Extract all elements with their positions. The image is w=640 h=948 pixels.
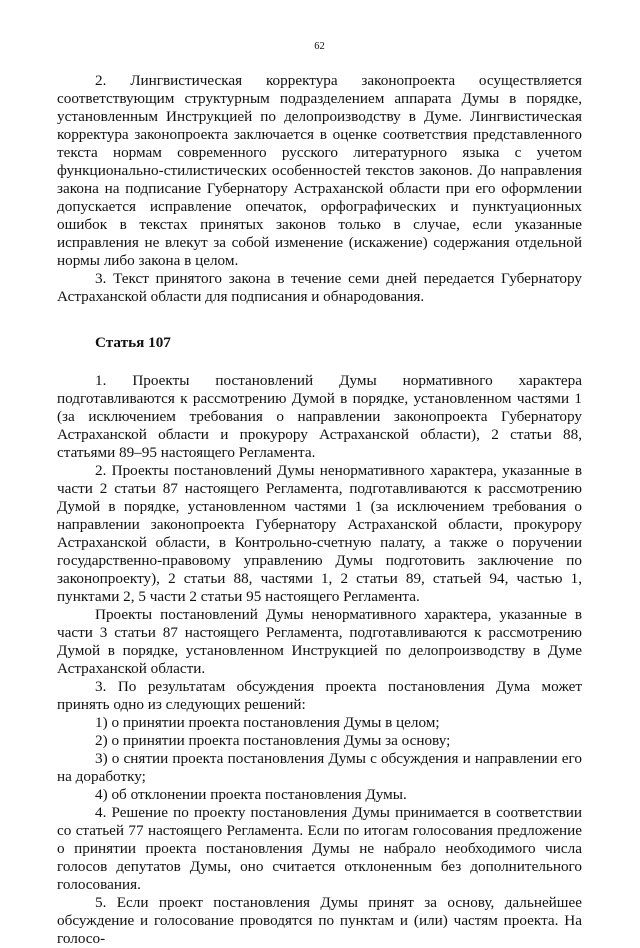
paragraph: 4. Решение по проекту постановления Думы принимается в соответствии со статьей 77 настоящего Регламента. Если по итогам голосования предложение о принятии проекта постановления Думы не набрало необходимого числа голосов депутатов Думы, оно считается отклоненным без дополнительного голосования. [57,804,582,893]
list-item: 4) об отклонении проекта постановления Думы. [95,786,407,803]
paragraph: 2. Лингвистическая корректура законопроекта осуществляется соответствующим структурным подразделением аппарата Думы в порядке, установленным Инструкцией по делопроизводству в Думе. Лингвистическая корректура законопроекта заключается в оценке соответствия представленного текста нормам современного русского литературного языка с учетом функционально-стилистических особенностей текстов законов. До направления закона на подписание Губернатору Астраханской области при его оформлении допускается исправление опечаток, орфографических и пунктуационных ошибок в текстах принятых законов только в случае, если указанные исправления не влекут за собой изменение (искажение) содержания отдельной нормы либо закона в целом. [57,72,582,269]
paragraph: 5. Если проект постановления Думы принят за основу, дальнейшее обсуждение и голосование проводятся по пунктам и (или) частям проекта. На голосо- [57,894,582,947]
article-heading: Статья 107 [95,334,171,351]
paragraph: 2. Проекты постановлений Думы ненормативного характера, указанные в части 2 статьи 87 настоящего Регламента, подготавливаются к рассмотрению Думой в порядке, установленном частями 1 (за исключением требования о направлении законопроекта Губернатору Астраханской области, прокурору Астраханской области, в Контрольно-счетную палату, а также о поручении государственно-правовому управлению Думы подготовить заключение по законопроекту), 2 статьи 88, частями 1, 2 статьи 89, статьей 94, частью 1, пунктами 2, 5 части 2 статьи 95 настоящего Регламента. [57,462,582,605]
paragraph: 3. Текст принятого закона в течение семи дней передается Губернатору Астраханской области для подписания и обнародования. [57,270,582,305]
list-item: 2) о принятии проекта постановления Думы за основу; [95,732,451,749]
list-item: 3) о снятии проекта постановления Думы с обсуждения и направлении его на доработку; [57,750,582,785]
paragraph: 3. По результатам обсуждения проекта постановления Дума может принять одно из следующих решений: [57,678,582,713]
list-item: 1) о принятии проекта постановления Думы в целом; [95,714,440,731]
paragraph: Проекты постановлений Думы ненормативного характера, указанные в части 3 статьи 87 настоящего Регламента, подготавливаются к рассмотрению Думой в порядке, установленном Инструкцией по делопроизводству в Думе Астраханской области. [57,606,582,677]
paragraph: 1. Проекты постановлений Думы нормативного характера подготавливаются к рассмотрению Думой в порядке, установленном частями 1 (за исключением требования о направлении законопроекта Губернатору Астраханской области и прокурору Астраханской области), 2 статьи 88, статьями 89–95 настоящего Регламента. [57,372,582,461]
page-number: 62 [314,41,325,52]
document-body [57,72,582,948]
